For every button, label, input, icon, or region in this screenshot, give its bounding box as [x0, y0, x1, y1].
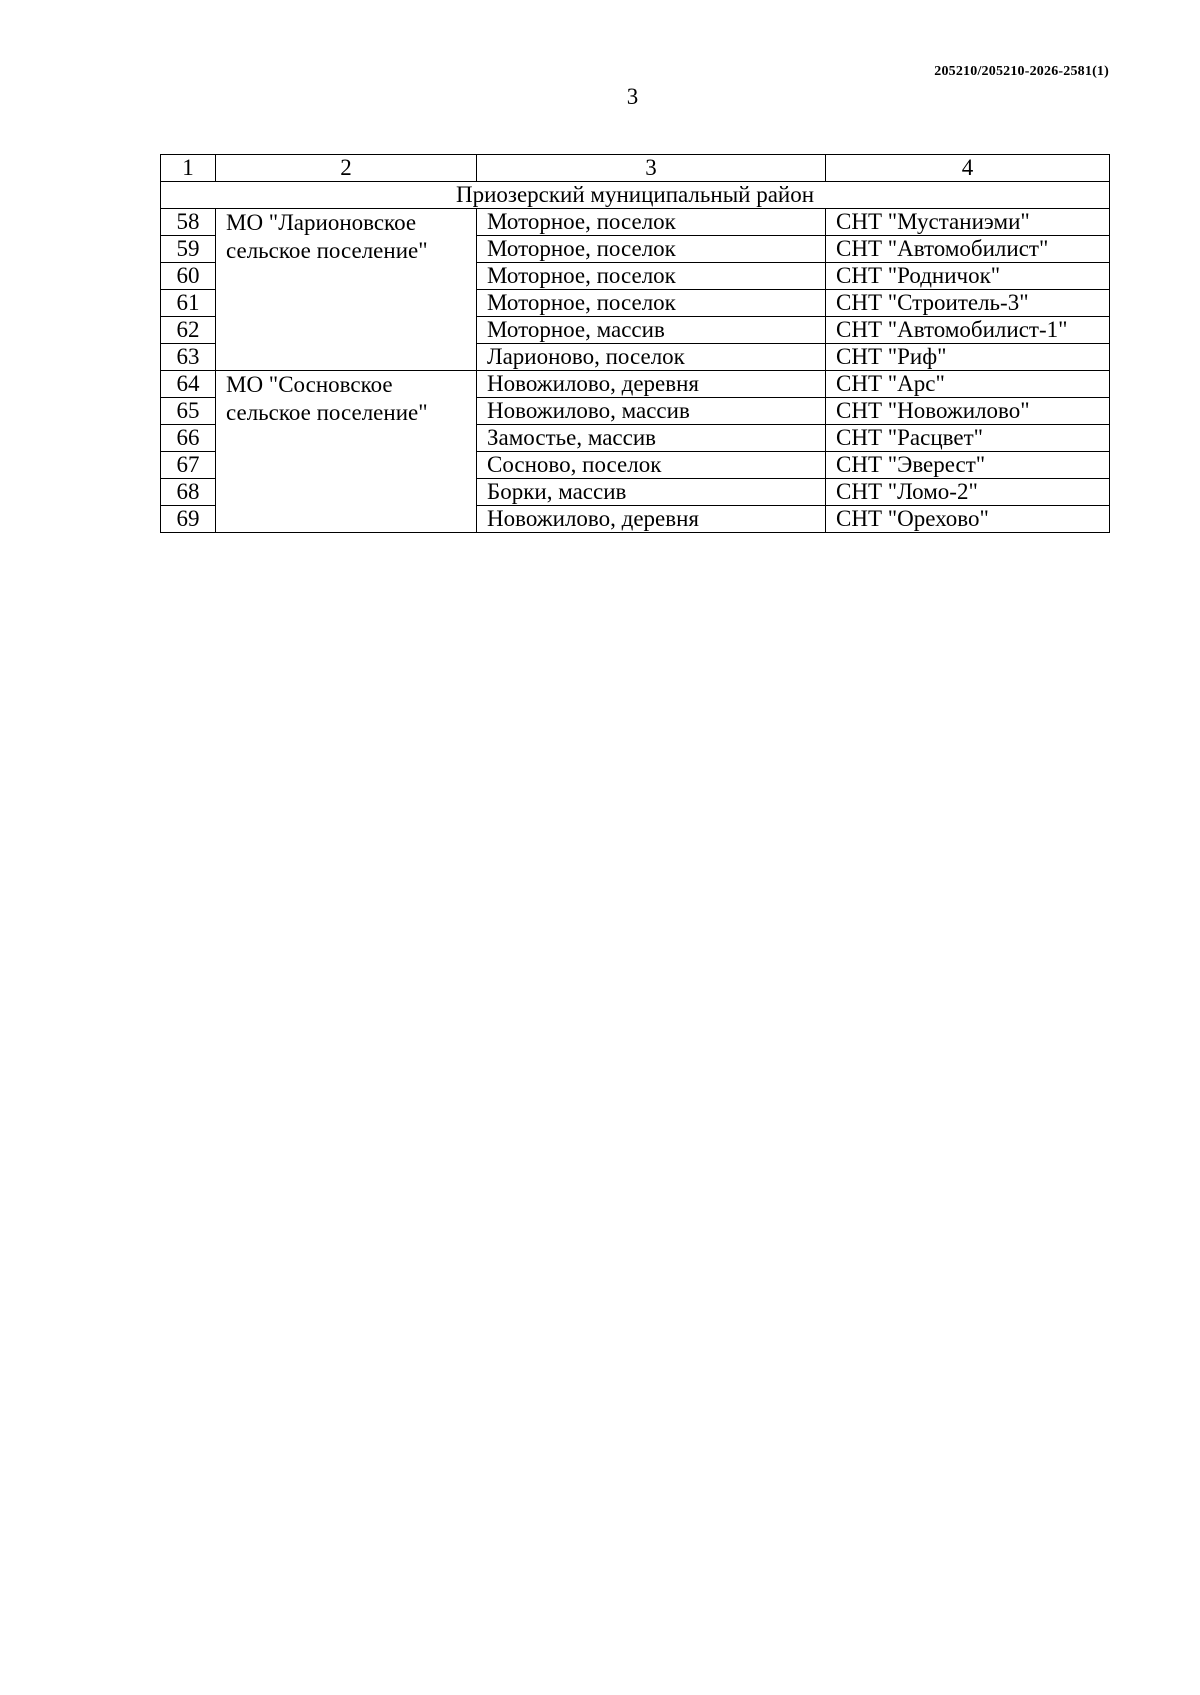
region-title: Приозерский муниципальный район	[161, 182, 1110, 209]
snt-cell: СНТ "Автомобилист-1"	[826, 317, 1110, 344]
snt-cell: СНТ "Расцвет"	[826, 425, 1110, 452]
snt-cell: СНТ "Орехово"	[826, 506, 1110, 533]
place-cell: Замостье, массив	[477, 425, 826, 452]
place-cell: Моторное, поселок	[477, 263, 826, 290]
row-number: 63	[161, 344, 216, 371]
header-cell-3: 3	[477, 155, 826, 182]
snt-cell: СНТ "Родничок"	[826, 263, 1110, 290]
row-number: 67	[161, 452, 216, 479]
header-cell-4: 4	[826, 155, 1110, 182]
snt-cell: СНТ "Риф"	[826, 344, 1110, 371]
header-row	[161, 155, 1110, 182]
place-cell: Моторное, поселок	[477, 290, 826, 317]
row-number: 58	[161, 209, 216, 236]
row-number: 61	[161, 290, 216, 317]
region-row	[161, 182, 1110, 209]
place-cell: Борки, массив	[477, 479, 826, 506]
snt-cell: СНТ "Строитель-3"	[826, 290, 1110, 317]
municipality-cell	[216, 371, 477, 533]
snt-cell: СНТ "Новожилово"	[826, 398, 1110, 425]
snt-table	[160, 154, 1110, 533]
place-cell: Сосново, поселок	[477, 452, 826, 479]
page-number: 3	[626, 84, 639, 109]
municipality-name-line1: МО "Ларионовское	[226, 210, 417, 235]
snt-cell: СНТ "Автомобилист"	[826, 236, 1110, 263]
row-number: 64	[161, 371, 216, 398]
place-cell: Новожилово, массив	[477, 398, 826, 425]
place-cell: Новожилово, деревня	[477, 371, 826, 398]
row-number: 65	[161, 398, 216, 425]
row-number: 62	[161, 317, 216, 344]
row-number: 60	[161, 263, 216, 290]
row-number: 59	[161, 236, 216, 263]
place-cell: Моторное, поселок	[477, 209, 826, 236]
snt-table-container	[160, 154, 1109, 533]
municipality-name-line2: сельское поселение"	[226, 238, 428, 263]
document-id: 205210/205210-2026-2581(1)	[934, 64, 1109, 79]
header-cell-2: 2	[216, 155, 477, 182]
place-cell: Моторное, массив	[477, 317, 826, 344]
snt-cell: СНТ "Арс"	[826, 371, 1110, 398]
table-row	[161, 371, 1110, 398]
row-number: 69	[161, 506, 216, 533]
municipality-name-line1: МО "Сосновское	[226, 372, 393, 397]
row-number: 66	[161, 425, 216, 452]
place-cell: Ларионово, поселок	[477, 344, 826, 371]
place-cell: Моторное, поселок	[477, 236, 826, 263]
snt-cell: СНТ "Ломо-2"	[826, 479, 1110, 506]
municipality-name-line2: сельское поселение"	[226, 400, 428, 425]
snt-cell: СНТ "Эверест"	[826, 452, 1110, 479]
snt-cell: СНТ "Мустаниэми"	[826, 209, 1110, 236]
place-cell: Новожилово, деревня	[477, 506, 826, 533]
table-row	[161, 209, 1110, 236]
municipality-cell	[216, 209, 477, 371]
header-cell-1: 1	[161, 155, 216, 182]
row-number: 68	[161, 479, 216, 506]
